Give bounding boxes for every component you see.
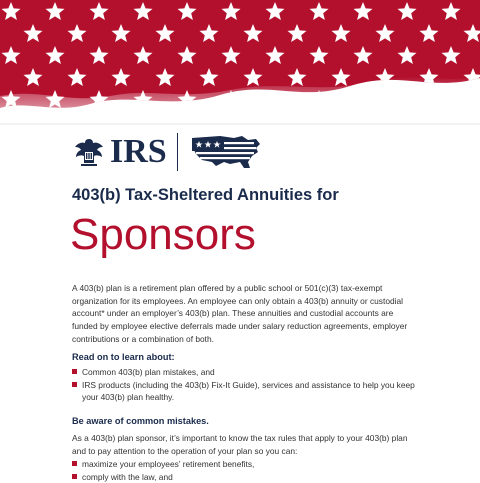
page-subtitle: 403(b) Tax-Sheltered Annuities for [72,186,339,204]
mistakes-paragraph: As a 403(b) plan sponsor, it’s important to know the tax rules that apply to your 403(b) plan and to pay attention to the operation of your plan so you can: [72,433,408,456]
mistakes-heading: Be aware of common mistakes. [72,416,209,426]
bullet-square-icon [72,474,77,479]
read-on-list [72,366,422,404]
page-title: Sponsors [70,210,256,259]
stars-banner [0,0,480,130]
read-on-heading: Read on to learn about: [72,352,175,362]
bullet-square-icon [72,369,77,374]
list-item: comply with the law, and [72,471,422,483]
bullet-square-icon [72,461,77,466]
list-item: IRS products (including the 403(b) Fix-It Guide), services and assistance to help you keep your 403(b) plan healthy. [72,379,422,404]
intro-paragraph: A 403(b) plan is a retirement plan offered by a public school or 501(c)(3) tax-exempt organization for its employees. An employee can only obtain a 403(b) annuity or custodial account* under an employer’s 403(b) plan. These annuities and custodial accounts are funded by employee elective deferrals made under salary reduction agreements, employer contributions or a combination of both. [72,283,408,344]
irs-wordmark: IRS [110,133,167,170]
list-item: maximize your employees’ retirement benefits, [72,458,422,471]
usa-map-icon [190,132,262,172]
logo-divider [177,133,178,171]
mistakes-list [72,458,422,483]
bullet-square-icon [72,382,77,387]
list-item: Common 403(b) plan mistakes, and [72,366,422,379]
eagle-icon [72,135,106,169]
irs-logo [72,128,262,176]
